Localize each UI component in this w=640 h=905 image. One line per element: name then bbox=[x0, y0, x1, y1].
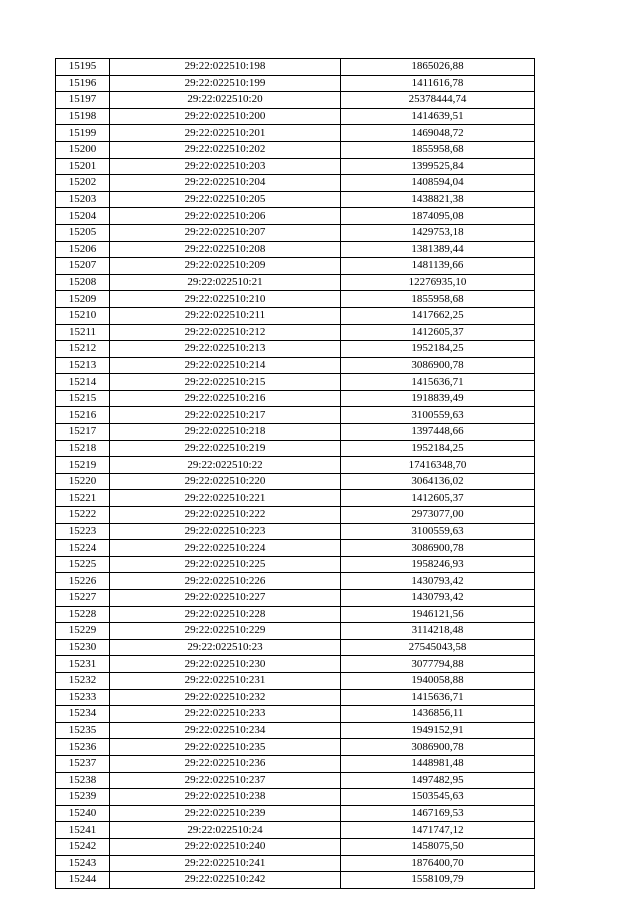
cadastral-number-cell: 29:22:022510:20 bbox=[110, 92, 341, 109]
row-number-cell: 15203 bbox=[56, 191, 110, 208]
table-row bbox=[56, 291, 535, 308]
row-number-cell: 15201 bbox=[56, 158, 110, 175]
value-cell: 1558109,79 bbox=[341, 872, 535, 889]
cadastral-number-cell: 29:22:022510:225 bbox=[110, 556, 341, 573]
cadastral-number-cell: 29:22:022510:237 bbox=[110, 772, 341, 789]
value-cell: 1952184,25 bbox=[341, 341, 535, 358]
row-number-cell: 15226 bbox=[56, 573, 110, 590]
cadastral-number-cell: 29:22:022510:235 bbox=[110, 739, 341, 756]
table-row bbox=[56, 457, 535, 474]
row-number-cell: 15234 bbox=[56, 706, 110, 723]
table-row bbox=[56, 440, 535, 457]
cadastral-number-cell: 29:22:022510:241 bbox=[110, 855, 341, 872]
value-cell: 1412605,37 bbox=[341, 324, 535, 341]
table-row bbox=[56, 590, 535, 607]
table-row bbox=[56, 92, 535, 109]
row-number-cell: 15195 bbox=[56, 59, 110, 76]
value-cell: 1471747,12 bbox=[341, 822, 535, 839]
table-row bbox=[56, 639, 535, 656]
row-number-cell: 15196 bbox=[56, 75, 110, 92]
value-cell: 1958246,93 bbox=[341, 556, 535, 573]
row-number-cell: 15210 bbox=[56, 307, 110, 324]
cadastral-number-cell: 29:22:022510:200 bbox=[110, 108, 341, 125]
value-cell: 1415636,71 bbox=[341, 374, 535, 391]
value-cell: 1949152,91 bbox=[341, 722, 535, 739]
value-cell: 1874095,08 bbox=[341, 208, 535, 225]
cadastral-number-cell: 29:22:022510:224 bbox=[110, 540, 341, 557]
table-row bbox=[56, 390, 535, 407]
value-cell: 3114218,48 bbox=[341, 623, 535, 640]
value-cell: 1397448,66 bbox=[341, 424, 535, 441]
table-row bbox=[56, 672, 535, 689]
row-number-cell: 15233 bbox=[56, 689, 110, 706]
row-number-cell: 15199 bbox=[56, 125, 110, 142]
row-number-cell: 15217 bbox=[56, 424, 110, 441]
row-number-cell: 15216 bbox=[56, 407, 110, 424]
table-body bbox=[56, 59, 535, 889]
value-cell: 1415636,71 bbox=[341, 689, 535, 706]
cadastral-number-cell: 29:22:022510:219 bbox=[110, 440, 341, 457]
cadastral-number-cell: 29:22:022510:229 bbox=[110, 623, 341, 640]
cadastral-number-cell: 29:22:022510:207 bbox=[110, 224, 341, 241]
cadastral-number-cell: 29:22:022510:213 bbox=[110, 341, 341, 358]
row-number-cell: 15211 bbox=[56, 324, 110, 341]
cadastral-number-cell: 29:22:022510:242 bbox=[110, 872, 341, 889]
value-cell: 2973077,00 bbox=[341, 507, 535, 524]
table-row bbox=[56, 175, 535, 192]
value-cell: 1438821,38 bbox=[341, 191, 535, 208]
cadastral-number-cell: 29:22:022510:238 bbox=[110, 789, 341, 806]
row-number-cell: 15215 bbox=[56, 390, 110, 407]
row-number-cell: 15214 bbox=[56, 374, 110, 391]
table-row bbox=[56, 374, 535, 391]
value-cell: 1399525,84 bbox=[341, 158, 535, 175]
cadastral-number-cell: 29:22:022510:21 bbox=[110, 274, 341, 291]
table-row bbox=[56, 755, 535, 772]
row-number-cell: 15242 bbox=[56, 838, 110, 855]
cadastral-number-cell: 29:22:022510:22 bbox=[110, 457, 341, 474]
table-row bbox=[56, 307, 535, 324]
table-row bbox=[56, 706, 535, 723]
row-number-cell: 15240 bbox=[56, 805, 110, 822]
table-row bbox=[56, 341, 535, 358]
table-row bbox=[56, 739, 535, 756]
table-row bbox=[56, 141, 535, 158]
row-number-cell: 15205 bbox=[56, 224, 110, 241]
row-number-cell: 15236 bbox=[56, 739, 110, 756]
cadastral-number-cell: 29:22:022510:206 bbox=[110, 208, 341, 225]
cadastral-number-cell: 29:22:022510:211 bbox=[110, 307, 341, 324]
cadastral-number-cell: 29:22:022510:239 bbox=[110, 805, 341, 822]
row-number-cell: 15221 bbox=[56, 490, 110, 507]
value-cell: 1417662,25 bbox=[341, 307, 535, 324]
row-number-cell: 15198 bbox=[56, 108, 110, 125]
row-number-cell: 15230 bbox=[56, 639, 110, 656]
table-row bbox=[56, 507, 535, 524]
row-number-cell: 15202 bbox=[56, 175, 110, 192]
row-number-cell: 15239 bbox=[56, 789, 110, 806]
table-row bbox=[56, 689, 535, 706]
row-number-cell: 15231 bbox=[56, 656, 110, 673]
row-number-cell: 15213 bbox=[56, 357, 110, 374]
table-row bbox=[56, 556, 535, 573]
table-row bbox=[56, 357, 535, 374]
row-number-cell: 15243 bbox=[56, 855, 110, 872]
row-number-cell: 15241 bbox=[56, 822, 110, 839]
value-cell: 1946121,56 bbox=[341, 606, 535, 623]
cadastral-number-cell: 29:22:022510:205 bbox=[110, 191, 341, 208]
value-cell: 17416348,70 bbox=[341, 457, 535, 474]
cadastral-number-cell: 29:22:022510:204 bbox=[110, 175, 341, 192]
table-row bbox=[56, 722, 535, 739]
cadastral-number-cell: 29:22:022510:218 bbox=[110, 424, 341, 441]
value-cell: 1952184,25 bbox=[341, 440, 535, 457]
value-cell: 12276935,10 bbox=[341, 274, 535, 291]
table-row bbox=[56, 656, 535, 673]
value-cell: 1436856,11 bbox=[341, 706, 535, 723]
row-number-cell: 15207 bbox=[56, 258, 110, 275]
cadastral-number-cell: 29:22:022510:210 bbox=[110, 291, 341, 308]
table-row bbox=[56, 258, 535, 275]
cadastral-number-cell: 29:22:022510:208 bbox=[110, 241, 341, 258]
row-number-cell: 15212 bbox=[56, 341, 110, 358]
table-row bbox=[56, 75, 535, 92]
row-number-cell: 15197 bbox=[56, 92, 110, 109]
table-row bbox=[56, 407, 535, 424]
cadastral-number-cell: 29:22:022510:220 bbox=[110, 473, 341, 490]
value-cell: 1411616,78 bbox=[341, 75, 535, 92]
table-row bbox=[56, 59, 535, 76]
value-cell: 1497482,95 bbox=[341, 772, 535, 789]
value-cell: 1458075,50 bbox=[341, 838, 535, 855]
cadastral-number-cell: 29:22:022510:215 bbox=[110, 374, 341, 391]
cadastral-number-cell: 29:22:022510:199 bbox=[110, 75, 341, 92]
value-cell: 1918839,49 bbox=[341, 390, 535, 407]
cadastral-number-cell: 29:22:022510:226 bbox=[110, 573, 341, 590]
table-row bbox=[56, 789, 535, 806]
value-cell: 1855958,68 bbox=[341, 291, 535, 308]
row-number-cell: 15200 bbox=[56, 141, 110, 158]
table-row bbox=[56, 490, 535, 507]
row-number-cell: 15206 bbox=[56, 241, 110, 258]
value-cell: 1876400,70 bbox=[341, 855, 535, 872]
value-cell: 1381389,44 bbox=[341, 241, 535, 258]
table-row bbox=[56, 324, 535, 341]
table-row bbox=[56, 540, 535, 557]
data-table bbox=[55, 58, 535, 889]
row-number-cell: 15237 bbox=[56, 755, 110, 772]
value-cell: 1940058,88 bbox=[341, 672, 535, 689]
value-cell: 1469048,72 bbox=[341, 125, 535, 142]
value-cell: 25378444,74 bbox=[341, 92, 535, 109]
table-row bbox=[56, 573, 535, 590]
cadastral-number-cell: 29:22:022510:212 bbox=[110, 324, 341, 341]
cadastral-number-cell: 29:22:022510:236 bbox=[110, 755, 341, 772]
value-cell: 3100559,63 bbox=[341, 523, 535, 540]
value-cell: 1414639,51 bbox=[341, 108, 535, 125]
cadastral-number-cell: 29:22:022510:24 bbox=[110, 822, 341, 839]
table-row bbox=[56, 241, 535, 258]
cadastral-number-cell: 29:22:022510:198 bbox=[110, 59, 341, 76]
table-row bbox=[56, 224, 535, 241]
table-row bbox=[56, 424, 535, 441]
table-row bbox=[56, 274, 535, 291]
row-number-cell: 15238 bbox=[56, 772, 110, 789]
table-row bbox=[56, 855, 535, 872]
table-row bbox=[56, 473, 535, 490]
cadastral-number-cell: 29:22:022510:222 bbox=[110, 507, 341, 524]
row-number-cell: 15222 bbox=[56, 507, 110, 524]
cadastral-number-cell: 29:22:022510:214 bbox=[110, 357, 341, 374]
value-cell: 1865026,88 bbox=[341, 59, 535, 76]
cadastral-number-cell: 29:22:022510:240 bbox=[110, 838, 341, 855]
cadastral-number-cell: 29:22:022510:228 bbox=[110, 606, 341, 623]
value-cell: 3100559,63 bbox=[341, 407, 535, 424]
table-row bbox=[56, 523, 535, 540]
row-number-cell: 15220 bbox=[56, 473, 110, 490]
value-cell: 3086900,78 bbox=[341, 540, 535, 557]
cadastral-number-cell: 29:22:022510:232 bbox=[110, 689, 341, 706]
value-cell: 1448981,48 bbox=[341, 755, 535, 772]
value-cell: 1503545,63 bbox=[341, 789, 535, 806]
value-cell: 1430793,42 bbox=[341, 590, 535, 607]
cadastral-number-cell: 29:22:022510:23 bbox=[110, 639, 341, 656]
row-number-cell: 15204 bbox=[56, 208, 110, 225]
row-number-cell: 15229 bbox=[56, 623, 110, 640]
value-cell: 3077794,88 bbox=[341, 656, 535, 673]
table-row bbox=[56, 623, 535, 640]
cadastral-number-cell: 29:22:022510:231 bbox=[110, 672, 341, 689]
cadastral-number-cell: 29:22:022510:227 bbox=[110, 590, 341, 607]
row-number-cell: 15228 bbox=[56, 606, 110, 623]
cadastral-number-cell: 29:22:022510:234 bbox=[110, 722, 341, 739]
value-cell: 1412605,37 bbox=[341, 490, 535, 507]
row-number-cell: 15208 bbox=[56, 274, 110, 291]
value-cell: 27545043,58 bbox=[341, 639, 535, 656]
value-cell: 1481139,66 bbox=[341, 258, 535, 275]
cadastral-number-cell: 29:22:022510:216 bbox=[110, 390, 341, 407]
cadastral-number-cell: 29:22:022510:230 bbox=[110, 656, 341, 673]
table-row bbox=[56, 158, 535, 175]
value-cell: 3064136,02 bbox=[341, 473, 535, 490]
table-row bbox=[56, 838, 535, 855]
value-cell: 3086900,78 bbox=[341, 739, 535, 756]
cadastral-number-cell: 29:22:022510:202 bbox=[110, 141, 341, 158]
cadastral-number-cell: 29:22:022510:217 bbox=[110, 407, 341, 424]
row-number-cell: 15225 bbox=[56, 556, 110, 573]
cadastral-number-cell: 29:22:022510:203 bbox=[110, 158, 341, 175]
row-number-cell: 15223 bbox=[56, 523, 110, 540]
row-number-cell: 15235 bbox=[56, 722, 110, 739]
value-cell: 1429753,18 bbox=[341, 224, 535, 241]
value-cell: 1408594,04 bbox=[341, 175, 535, 192]
table-row bbox=[56, 108, 535, 125]
table-row bbox=[56, 606, 535, 623]
row-number-cell: 15244 bbox=[56, 872, 110, 889]
row-number-cell: 15219 bbox=[56, 457, 110, 474]
table-row bbox=[56, 191, 535, 208]
value-cell: 1467169,53 bbox=[341, 805, 535, 822]
table-row bbox=[56, 822, 535, 839]
value-cell: 1855958,68 bbox=[341, 141, 535, 158]
cadastral-number-cell: 29:22:022510:201 bbox=[110, 125, 341, 142]
row-number-cell: 15227 bbox=[56, 590, 110, 607]
table-row bbox=[56, 125, 535, 142]
cadastral-number-cell: 29:22:022510:233 bbox=[110, 706, 341, 723]
row-number-cell: 15232 bbox=[56, 672, 110, 689]
row-number-cell: 15224 bbox=[56, 540, 110, 557]
cadastral-number-cell: 29:22:022510:223 bbox=[110, 523, 341, 540]
row-number-cell: 15209 bbox=[56, 291, 110, 308]
cadastral-number-cell: 29:22:022510:221 bbox=[110, 490, 341, 507]
row-number-cell: 15218 bbox=[56, 440, 110, 457]
table-row bbox=[56, 872, 535, 889]
table-row bbox=[56, 805, 535, 822]
table-row bbox=[56, 772, 535, 789]
table-row bbox=[56, 208, 535, 225]
value-cell: 3086900,78 bbox=[341, 357, 535, 374]
cadastral-number-cell: 29:22:022510:209 bbox=[110, 258, 341, 275]
value-cell: 1430793,42 bbox=[341, 573, 535, 590]
